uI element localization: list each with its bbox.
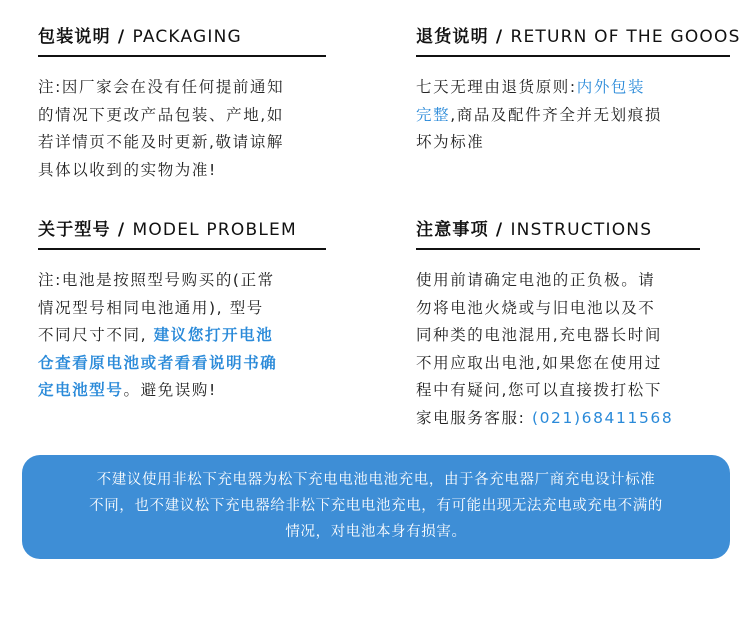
model-line [38, 350, 326, 378]
instructions-line: 勿将电池火烧或与旧电池以及不 [416, 298, 656, 317]
model-divider [38, 248, 326, 250]
return-line1-text: 七天无理由退货原则: [416, 78, 577, 96]
instructions-title-en: INSTRUCTIONS [510, 220, 653, 240]
model-heading: 关于型号 / MODEL PROBLEM [38, 220, 297, 240]
packaging-divider [38, 55, 326, 57]
instructions-heading: 注意事项 / INSTRUCTIONS [416, 220, 653, 240]
packaging-line: 若详情页不能及时更新,敬请谅解 [38, 133, 284, 151]
model-line [38, 322, 326, 350]
instructions-line: 同种类的电池混用,充电器长时间 [416, 326, 662, 344]
return-heading: 退货说明 / RETURN OF THE GOOOS [416, 27, 741, 47]
notice-line: 不同，也不建议松下充电器给非松下充电电池充电，有可能出现无法充电或充电不满的 [89, 498, 663, 514]
packaging-line: 注:因厂家会在没有任何提前通知 [38, 78, 285, 96]
packaging-section [38, 22, 326, 184]
instructions-body [416, 267, 700, 432]
notice-line: 情况，对电池本身有损害。 [285, 524, 467, 540]
model-line [38, 377, 326, 405]
instructions-line: 不用应取出电池,如果您在使用过 [416, 353, 662, 372]
packaging-line: 具体以收到的实物为准! [38, 160, 217, 179]
instructions-line [416, 405, 700, 433]
service-phone-number[interactable]: (021)68411568 [531, 408, 674, 427]
instructions-divider [416, 248, 700, 250]
model-line3-highlight: 建议您打开电池 [153, 326, 274, 344]
instructions-section [416, 215, 700, 432]
instructions-title-cn: 注意事项 [416, 220, 489, 240]
packaging-title-cn: 包装说明 [38, 27, 111, 47]
packaging-title-en: PACKAGING [132, 27, 242, 47]
packaging-line: 的情况下更改产品包装、产地,如 [38, 105, 284, 124]
notice-line: 不建议使用非松下充电器为松下充电电池电池充电，由于各充电器厂商充电设计标准 [96, 472, 656, 488]
model-line3-text: 不同尺寸不同, [38, 326, 154, 344]
return-divider [416, 55, 730, 57]
return-line2-text: ,商品及配件齐全并无划痕损 [450, 105, 662, 124]
model-line5-highlight: 定电池型号 [38, 381, 124, 399]
service-hotline-label: 家电服务客服: [416, 408, 532, 427]
model-body [38, 267, 326, 405]
model-title-cn: 关于型号 [38, 220, 111, 240]
return-title-en: RETURN OF THE GOOOS [510, 27, 741, 47]
return-line2-highlight: 完整 [416, 105, 451, 124]
packaging-body [38, 74, 326, 184]
model-line: 注:电池是按照型号购买的(正常 [38, 271, 275, 289]
instructions-line: 使用前请确定电池的正负极。请 [416, 271, 656, 289]
return-line: 坏为标准 [416, 133, 485, 151]
model-section [38, 215, 326, 405]
model-line4-highlight: 仓查看原电池或者看看说明书确 [38, 353, 278, 372]
return-line [416, 102, 730, 130]
packaging-heading: 包装说明 / PACKAGING [38, 27, 242, 47]
model-line5-text: 。避免误购! [123, 381, 217, 399]
instructions-line: 程中有疑问,您可以直接拨打松下 [416, 381, 662, 399]
return-line1-highlight: 内外包装 [576, 78, 646, 96]
model-title-en: MODEL PROBLEM [132, 220, 297, 240]
return-line [416, 74, 730, 102]
model-line: 情况型号相同电池通用), 型号 [38, 298, 264, 317]
return-title-cn: 退货说明 [416, 27, 489, 47]
charger-notice-banner [22, 455, 730, 559]
return-body [416, 74, 730, 157]
return-section [416, 22, 741, 157]
